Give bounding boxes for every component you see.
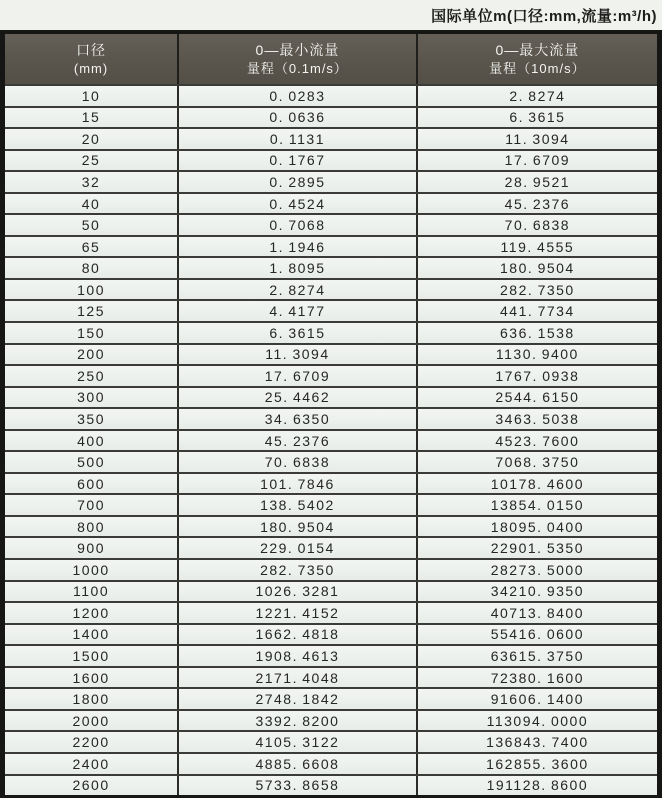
flow-range-table bbox=[0, 30, 662, 798]
table-row bbox=[5, 515, 657, 537]
min-flow-cell: 0. 1767 bbox=[177, 151, 416, 171]
table-row bbox=[5, 774, 657, 796]
min-flow-cell: 1026. 3281 bbox=[177, 582, 416, 602]
min-flow-cell: 1662. 4818 bbox=[177, 625, 416, 645]
min-flow-cell: 17. 6709 bbox=[177, 366, 416, 386]
diameter-cell: 150 bbox=[77, 324, 105, 341]
table-row bbox=[5, 666, 657, 688]
max-flow-cell: 180. 9504 bbox=[416, 258, 657, 278]
max-flow-cell: 4523. 7600 bbox=[416, 431, 657, 451]
min-flow-cell: 0. 1131 bbox=[177, 129, 416, 149]
table-row bbox=[5, 343, 657, 365]
max-flow-cell: 11. 3094 bbox=[416, 129, 657, 149]
column-header-line2: 量程（10m/s） bbox=[489, 60, 586, 76]
min-flow-cell: 4105. 3122 bbox=[177, 732, 416, 752]
table-row bbox=[5, 730, 657, 752]
table-row bbox=[5, 364, 657, 386]
max-flow-cell: 1767. 0938 bbox=[416, 366, 657, 386]
max-flow-cell: 63615. 3750 bbox=[416, 646, 657, 666]
diameter-cell: 300 bbox=[77, 389, 105, 406]
table-row bbox=[5, 623, 657, 645]
diameter-cell: 50 bbox=[81, 217, 101, 234]
diameter-cell: 2400 bbox=[72, 755, 110, 772]
min-flow-cell: 70. 6838 bbox=[177, 452, 416, 472]
max-flow-cell: 282. 7350 bbox=[416, 280, 657, 300]
column-header-line2: (mm) bbox=[73, 60, 109, 76]
min-flow-cell: 4. 4177 bbox=[177, 301, 416, 321]
title-bar bbox=[0, 0, 662, 30]
max-flow-cell: 28273. 5000 bbox=[416, 560, 657, 580]
min-flow-cell: 34. 6350 bbox=[177, 409, 416, 429]
max-flow-cell: 119. 4555 bbox=[416, 237, 657, 257]
table-row bbox=[5, 149, 657, 171]
table-row bbox=[5, 84, 657, 106]
diameter-cell: 350 bbox=[77, 410, 105, 427]
max-flow-cell: 10178. 4600 bbox=[416, 474, 657, 494]
diameter-cell: 800 bbox=[77, 518, 105, 535]
diameter-cell: 250 bbox=[77, 367, 105, 384]
diameter-cell: 80 bbox=[81, 260, 101, 277]
min-flow-cell: 101. 7846 bbox=[177, 474, 416, 494]
min-flow-cell: 282. 7350 bbox=[177, 560, 416, 580]
min-flow-cell: 3392. 8200 bbox=[177, 711, 416, 731]
min-flow-cell: 11. 3094 bbox=[177, 345, 416, 365]
table-row bbox=[5, 752, 657, 774]
min-flow-cell: 1221. 4152 bbox=[177, 603, 416, 623]
diameter-cell: 600 bbox=[77, 475, 105, 492]
max-flow-cell: 2544. 6150 bbox=[416, 388, 657, 408]
column-header-diameter bbox=[5, 34, 177, 84]
max-flow-cell: 45. 2376 bbox=[416, 194, 657, 214]
diameter-cell: 20 bbox=[81, 130, 101, 147]
table-row bbox=[5, 192, 657, 214]
max-flow-cell: 91606. 1400 bbox=[416, 689, 657, 709]
diameter-cell: 2600 bbox=[72, 777, 110, 794]
min-flow-cell: 2748. 1842 bbox=[177, 689, 416, 709]
table-row bbox=[5, 321, 657, 343]
table-row bbox=[5, 299, 657, 321]
max-flow-cell: 17. 6709 bbox=[416, 151, 657, 171]
table-row bbox=[5, 472, 657, 494]
min-flow-cell: 25. 4462 bbox=[177, 388, 416, 408]
table-row bbox=[5, 558, 657, 580]
max-flow-cell: 6. 3615 bbox=[416, 108, 657, 128]
max-flow-cell: 13854. 0150 bbox=[416, 495, 657, 515]
table-row bbox=[5, 386, 657, 408]
diameter-cell: 1100 bbox=[73, 583, 110, 600]
column-header-min-flow bbox=[177, 34, 416, 84]
diameter-cell: 400 bbox=[77, 432, 105, 449]
max-flow-cell: 55416. 0600 bbox=[416, 625, 657, 645]
table-row bbox=[5, 580, 657, 602]
table-row bbox=[5, 106, 657, 128]
min-flow-cell: 0. 4524 bbox=[177, 194, 416, 214]
max-flow-cell: 162855. 3600 bbox=[416, 754, 657, 774]
max-flow-cell: 2. 8274 bbox=[416, 86, 657, 106]
diameter-cell: 25 bbox=[81, 152, 101, 169]
table-row bbox=[5, 429, 657, 451]
min-flow-cell: 180. 9504 bbox=[177, 517, 416, 537]
min-flow-cell: 229. 0154 bbox=[177, 538, 416, 558]
min-flow-cell: 0. 0636 bbox=[177, 108, 416, 128]
table-row bbox=[5, 127, 657, 149]
max-flow-cell: 34210. 9350 bbox=[416, 582, 657, 602]
table-row bbox=[5, 644, 657, 666]
max-flow-cell: 72380. 1600 bbox=[416, 668, 657, 688]
diameter-cell: 2000 bbox=[72, 712, 110, 729]
table-row bbox=[5, 601, 657, 623]
max-flow-cell: 7068. 3750 bbox=[416, 452, 657, 472]
max-flow-cell: 3463. 5038 bbox=[416, 409, 657, 429]
diameter-cell: 1400 bbox=[72, 626, 110, 643]
min-flow-cell: 0. 7068 bbox=[177, 215, 416, 235]
table-row bbox=[5, 450, 657, 472]
table-row bbox=[5, 213, 657, 235]
table-row bbox=[5, 235, 657, 257]
table-row bbox=[5, 256, 657, 278]
max-flow-cell: 136843. 7400 bbox=[416, 732, 657, 752]
table-row bbox=[5, 170, 657, 192]
diameter-cell: 125 bbox=[77, 303, 105, 320]
max-flow-cell: 113094. 0000 bbox=[416, 711, 657, 731]
max-flow-cell: 1130. 9400 bbox=[416, 345, 657, 365]
diameter-cell: 500 bbox=[77, 454, 105, 471]
diameter-cell: 2200 bbox=[72, 734, 110, 751]
table-row bbox=[5, 687, 657, 709]
diameter-cell: 100 bbox=[77, 281, 105, 298]
table-row bbox=[5, 493, 657, 515]
table-row bbox=[5, 709, 657, 731]
diameter-cell: 32 bbox=[81, 173, 101, 190]
column-header-line2: 量程（0.1m/s） bbox=[246, 60, 348, 76]
max-flow-cell: 636. 1538 bbox=[416, 323, 657, 343]
diameter-cell: 900 bbox=[77, 540, 105, 557]
min-flow-cell: 0. 0283 bbox=[177, 86, 416, 106]
min-flow-cell: 0. 2895 bbox=[177, 172, 416, 192]
max-flow-cell: 40713. 8400 bbox=[416, 603, 657, 623]
column-header-line1: 0—最大流量 bbox=[495, 41, 580, 58]
diameter-cell: 1500 bbox=[72, 647, 110, 664]
diameter-cell: 65 bbox=[81, 238, 101, 255]
table-header-row bbox=[5, 34, 657, 84]
min-flow-cell: 1908. 4613 bbox=[177, 646, 416, 666]
diameter-cell: 15 bbox=[81, 109, 101, 126]
min-flow-cell: 1. 1946 bbox=[177, 237, 416, 257]
diameter-cell: 1200 bbox=[72, 604, 110, 621]
diameter-cell: 10 bbox=[81, 87, 101, 104]
min-flow-cell: 2171. 4048 bbox=[177, 668, 416, 688]
min-flow-cell: 138. 5402 bbox=[177, 495, 416, 515]
min-flow-cell: 45. 2376 bbox=[177, 431, 416, 451]
column-header-line1: 口径 bbox=[76, 41, 107, 58]
max-flow-cell: 441. 7734 bbox=[416, 301, 657, 321]
table-row bbox=[5, 536, 657, 558]
diameter-cell: 1000 bbox=[72, 561, 110, 578]
max-flow-cell: 191128. 8600 bbox=[416, 776, 657, 796]
max-flow-cell: 70. 6838 bbox=[416, 215, 657, 235]
diameter-cell: 700 bbox=[77, 497, 105, 514]
min-flow-cell: 6. 3615 bbox=[177, 323, 416, 343]
max-flow-cell: 18095. 0400 bbox=[416, 517, 657, 537]
max-flow-cell: 22901. 5350 bbox=[416, 538, 657, 558]
page-title: 国际单位m(口径:mm,流量:m³/h) bbox=[431, 7, 657, 25]
table-body bbox=[5, 84, 657, 795]
column-header-max-flow bbox=[416, 34, 657, 84]
min-flow-cell: 1. 8095 bbox=[177, 258, 416, 278]
min-flow-cell: 5733. 8658 bbox=[177, 776, 416, 796]
diameter-cell: 40 bbox=[81, 195, 101, 212]
table-row bbox=[5, 278, 657, 300]
min-flow-cell: 2. 8274 bbox=[177, 280, 416, 300]
diameter-cell: 200 bbox=[77, 346, 105, 363]
table-row bbox=[5, 407, 657, 429]
diameter-cell: 1800 bbox=[72, 691, 110, 708]
column-header-line1: 0—最小流量 bbox=[255, 41, 340, 58]
max-flow-cell: 28. 9521 bbox=[416, 172, 657, 192]
min-flow-cell: 4885. 6608 bbox=[177, 754, 416, 774]
diameter-cell: 1600 bbox=[72, 669, 110, 686]
